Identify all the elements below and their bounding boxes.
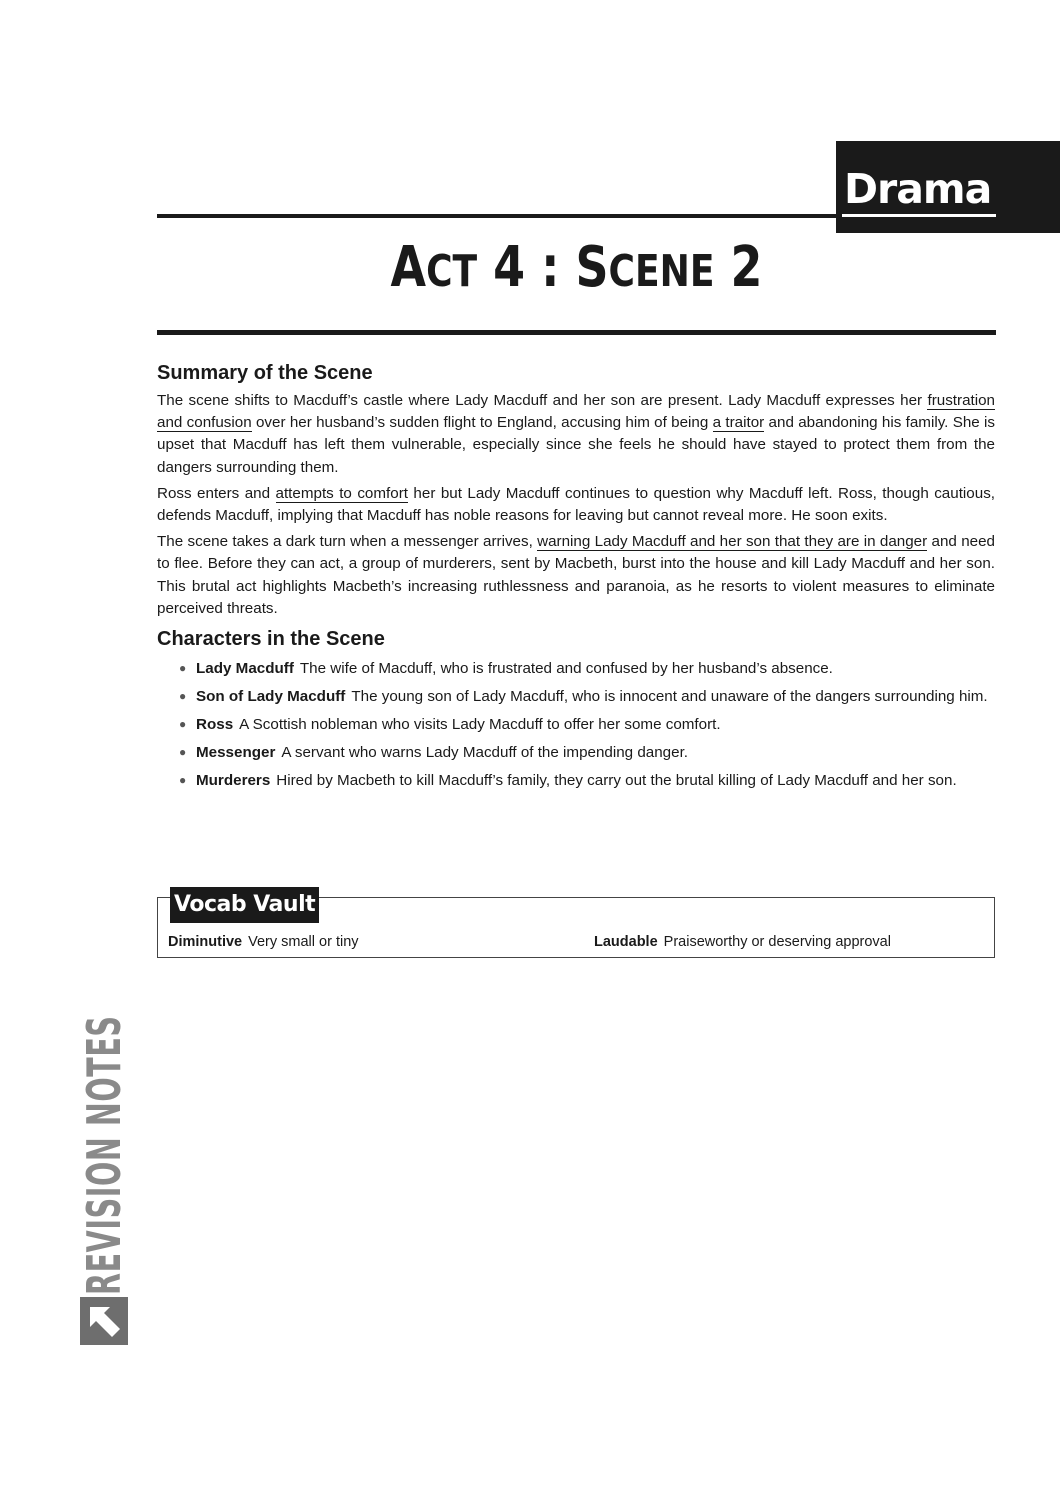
title-number: 4 : xyxy=(477,235,576,300)
title-smallcaps: CENE xyxy=(608,246,715,297)
underlined-phrase: a traitor xyxy=(712,414,765,432)
character-name: Messenger xyxy=(196,744,276,762)
vocab-vault-title: Vocab Vault xyxy=(170,887,319,923)
summary-paragraph-2 xyxy=(157,483,995,527)
vocab-meaning: Very small or tiny xyxy=(248,934,359,950)
vocab-entry xyxy=(594,933,891,951)
characters-list xyxy=(157,658,995,791)
vocab-word: Laudable xyxy=(594,934,658,950)
character-name: Lady Macduff xyxy=(196,660,294,678)
list-item xyxy=(179,770,995,791)
bullet-icon: ● xyxy=(179,661,187,676)
vocab-word: Diminutive xyxy=(168,934,243,950)
list-item xyxy=(179,686,995,707)
text-run: over her husband’s sudden flight to England, accusing him of being xyxy=(251,414,713,432)
character-name: Murderers xyxy=(196,772,271,790)
character-description: A Scottish nobleman who visits Lady Macduff to offer her some comfort. xyxy=(239,716,721,734)
list-item xyxy=(179,714,995,735)
summary-heading: Summary of the Scene xyxy=(157,362,373,384)
characters-heading: Characters in the Scene xyxy=(157,628,385,651)
text-run: Ross enters and xyxy=(157,484,276,502)
summary-paragraph-3 xyxy=(157,531,995,620)
summary-paragraph-1 xyxy=(157,390,995,479)
character-description: Hired by Macbeth to kill Macduff’s family, they carry out the brutal killing of Lady Macduff and her son. xyxy=(276,772,957,790)
text-run: The scene shifts to Macduff’s castle where Lady Macduff and her son are present. Lady Macduff expresses her xyxy=(157,392,928,409)
text-run: and abandoning his family. She is upset that Macduff has left them vulnerable, especially since she feels he should have stayed to protect them from the dangers surrounding them. xyxy=(157,414,995,476)
character-name: Son of Lady Macduff xyxy=(196,688,346,706)
section-tab xyxy=(836,141,1060,233)
title-letter: S xyxy=(575,235,609,300)
title-number: 2 xyxy=(714,235,763,300)
side-banner-label: REVISION NOTES xyxy=(77,1015,131,1295)
title-letter: A xyxy=(390,235,427,300)
text-run: her but Lady Macduff continues to question why Macduff left. Ross, though cautious, defends Macduff, implying that Macduff has noble reasons for leaving but cannot reveal more. He soon exits. xyxy=(157,484,996,525)
section-tab-label: Drama xyxy=(844,165,992,213)
bullet-icon: ● xyxy=(179,689,187,704)
vocab-entry xyxy=(168,933,359,951)
character-description: The young son of Lady Macduff, who is innocent and unaware of the dangers surrounding him. xyxy=(351,688,988,706)
list-item xyxy=(179,742,995,763)
bullet-icon: ● xyxy=(179,745,187,760)
underlined-phrase: frustration and confusion xyxy=(157,392,995,432)
character-description: A servant who warns Lady Macduff of the impending danger. xyxy=(281,744,689,762)
bullet-icon: ● xyxy=(179,773,187,788)
title-rule-top xyxy=(157,214,837,218)
vocab-vault-box xyxy=(157,892,995,958)
underlined-phrase: warning Lady Macduff and her son that they are in danger xyxy=(537,533,928,551)
title-rule-bottom xyxy=(157,330,996,335)
character-name: Ross xyxy=(196,716,234,734)
side-banner xyxy=(77,1015,460,1345)
section-tab-underline xyxy=(842,214,996,217)
vocab-meaning: Praiseworthy or deserving approval xyxy=(663,934,891,950)
underlined-phrase: attempts to comfort xyxy=(275,484,408,502)
arrow-up-left-icon xyxy=(80,1297,128,1345)
list-item xyxy=(179,658,995,679)
title-smallcaps: CT xyxy=(426,246,478,297)
bullet-icon: ● xyxy=(179,717,187,732)
text-run: The scene takes a dark turn when a messenger arrives, xyxy=(157,533,538,551)
text-run: and need to flee. Before they can act, a group of murderers, sent by Macbeth, burst into the house and kill Lady Macduff and her son. This brutal act highlights Macbeth’s increasing ruthlessness and paranoia, as he resorts to violent measures to eliminate perceived threats. xyxy=(157,533,995,617)
page-title xyxy=(233,235,921,300)
main-content xyxy=(157,360,995,798)
character-description: The wife of Macduff, who is frustrated and confused by her husband’s absence. xyxy=(299,660,833,678)
